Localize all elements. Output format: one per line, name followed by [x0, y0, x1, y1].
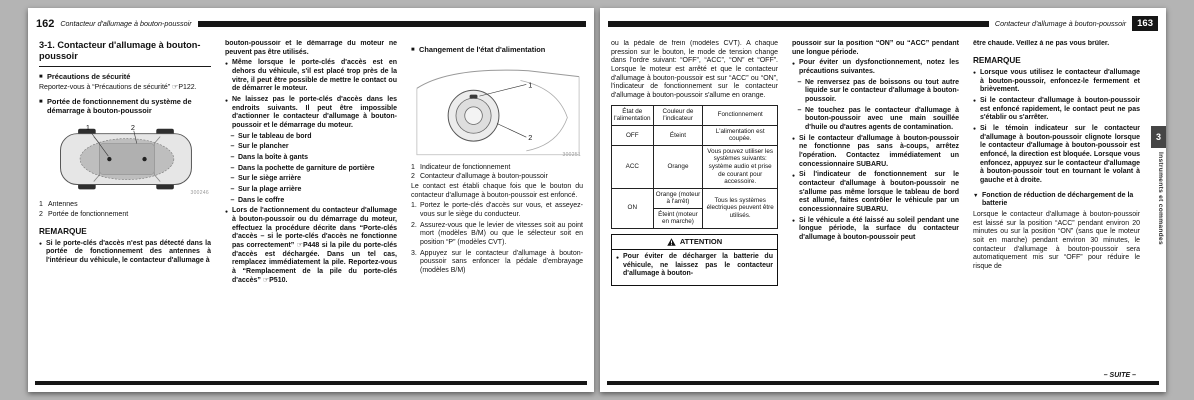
text-content: Sur le plancher	[238, 143, 289, 151]
text-column-4	[611, 40, 778, 374]
text-column-5	[792, 40, 959, 374]
note-heading	[973, 56, 1140, 66]
list-marker: 3.	[411, 249, 417, 257]
text-column-1	[39, 40, 211, 374]
text-content: Le contact est établi chaque fois que le bouton du contacteur d'allumage à bouton-poussoir est enfoncé.	[411, 182, 583, 199]
list-marker: –	[797, 106, 802, 114]
bullet-item	[616, 253, 773, 279]
square-bullet-icon: ■	[411, 47, 415, 53]
note-heading	[39, 227, 211, 237]
bullet-item	[39, 240, 211, 266]
continuation-paragraph	[973, 40, 1140, 49]
text-column-2	[225, 40, 397, 374]
paragraph	[411, 183, 583, 200]
table-cell-function: Vous pouvez utiliser les systèmes suivants: système audio et prise de courant pour accessoire.	[703, 145, 778, 188]
list-marker: ●	[39, 241, 43, 248]
text-content: Sur la plage arrière	[238, 186, 302, 194]
text-content: Dans le coffre	[238, 196, 285, 204]
continuation-paragraph	[792, 40, 959, 57]
paragraph	[39, 84, 211, 93]
bullet-item	[973, 97, 1140, 123]
list-marker: ▼	[973, 192, 979, 199]
bullet-item	[792, 59, 959, 76]
numbered-step	[411, 202, 583, 219]
text-content: Dans la pochette de garniture de portière	[238, 164, 375, 172]
column-2-items	[225, 40, 397, 285]
numbered-step	[411, 250, 583, 276]
ignition-switch-illustration	[411, 59, 583, 161]
text-content: Pour éviter un dysfonctionnement, notez les précautions suivantes.	[799, 59, 959, 76]
list-marker: ●	[792, 218, 796, 225]
legend-item	[39, 211, 211, 220]
table-cell-color: Éteint	[653, 125, 703, 145]
section-heading	[39, 73, 211, 82]
table-header-cell: État de l'alimentation	[612, 105, 654, 125]
table-cell-function: Tous les systèmes électriques peuvent être utilisés.	[703, 188, 778, 228]
dash-item	[225, 154, 397, 163]
dash-item	[225, 175, 397, 184]
column-1-top-items	[39, 73, 211, 116]
footer-rule	[35, 381, 587, 385]
content-columns-left	[39, 40, 583, 374]
text-content: Lors de l'actionnement du contacteur d'allumage à bouton-poussoir ou du démarrage du moteur, effectuez la procédure décrite dans “Porte-clés d'accès – si le porte-clés d'accès ne fonctionne pas correctement” ☞P448 si la pile du porte-clés d'accès est déchargée. Dans un tel cas, remplacez immédiatement la pile. Reportez-vous à “Remplacement de la pile du porte-clés d'accès” ☞P510.	[232, 207, 397, 284]
text-content: Pour éviter de décharger la batterie du véhicule, ne laissez pas le contacteur d'allumage à bouton-	[623, 253, 773, 278]
list-marker: ●	[792, 60, 796, 67]
ignition-figure-legend	[411, 164, 583, 182]
chapter-sidebar-label: Instruments et commandes	[1157, 152, 1164, 245]
list-marker: 1	[411, 163, 415, 171]
text-content: Ne renversez pas de boissons ou tout autre liquide sur le contacteur d'allumage à bouton-poussoir.	[805, 78, 959, 104]
text-column-6	[973, 40, 1140, 374]
list-marker: –	[230, 143, 235, 151]
list-marker: ●	[792, 172, 796, 179]
bullet-item	[792, 217, 959, 243]
column-1-note-items	[39, 227, 211, 266]
continuation-paragraph	[225, 40, 397, 57]
list-marker: ■	[39, 73, 43, 80]
list-marker: ●	[973, 126, 977, 133]
svg-text:1: 1	[528, 80, 533, 90]
legend-item	[39, 201, 211, 210]
list-marker: ●	[225, 60, 229, 67]
ignition-switch-figure	[411, 59, 583, 161]
table-cell-state: ACC	[612, 145, 654, 188]
attention-title: ATTENTION	[679, 237, 723, 247]
paragraph	[973, 211, 1140, 272]
dash-item	[225, 133, 397, 142]
car-range-figure	[39, 120, 211, 198]
text-content: Si le contacteur d'allumage à bouton-poussoir est enfoncé rapidement, le contact peut ne pas s'établir ou s'arrêter.	[980, 96, 1140, 122]
text-content: Reportez-vous à “Précautions de sécurité” ☞P122.	[39, 83, 197, 91]
svg-text:1: 1	[85, 122, 90, 132]
text-content: Précautions de sécurité	[47, 71, 131, 81]
dash-item	[792, 79, 959, 105]
list-marker: 2	[411, 173, 415, 181]
table-header-row	[612, 105, 778, 125]
text-content: Contacteur d'allumage à bouton-poussoir	[420, 173, 548, 181]
text-content: Ne touchez pas le contacteur d'allumage à bouton-poussoir avec une main souillée d'huile ou d'autres agents de contamination.	[805, 106, 959, 132]
dash-item	[225, 143, 397, 152]
column-3-items	[411, 183, 583, 276]
text-content: Sur le tableau de bord	[238, 132, 312, 140]
chapter-tab: 3	[1151, 126, 1166, 148]
chapter-section-title: 3-1. Contacteur d'allumage à bouton-poussoir	[39, 40, 211, 67]
list-marker: ●	[225, 208, 229, 215]
section-heading	[39, 98, 211, 116]
text-content: poussoir sur la position “ON” ou “ACC” pendant une longue période.	[792, 40, 959, 56]
list-marker: –	[230, 196, 235, 204]
text-content: Si le porte-clés d'accès n'est pas détecté dans la portée de fonctionnement des antennes à l'intérieur du véhicule, le contacteur d'allumage à	[46, 239, 211, 265]
text-content: Assurez-vous que le levier de vitesses soit au point mort (modèles B/M) ou que le sélecteur soit en position “P” (modèles CVT).	[420, 221, 583, 246]
running-title: Contacteur d'allumage à bouton-poussoir	[994, 19, 1127, 28]
list-marker: –	[797, 78, 802, 86]
table-row-acc	[612, 145, 778, 188]
bullet-item	[973, 69, 1140, 95]
text-content: Fonction de réduction de déchargement de la batterie	[982, 191, 1134, 208]
text-content: Portée de fonctionnement	[48, 210, 129, 218]
bullet-item	[225, 59, 397, 94]
list-marker: ●	[973, 70, 977, 77]
table-cell-color: Orange	[653, 145, 703, 188]
attention-body	[612, 250, 777, 285]
figure-code: 300246	[190, 190, 209, 196]
text-content: Si le témoin indicateur sur le contacteur d'allumage à bouton-poussoir clignote lorsque le contacteur d'allumage à bouton-poussoir est enfoncé, la direction est bloquée. Lorsque vous enfoncez, appuyez sur le contacteur d'allumage à bouton-poussoir tout en tournant le volant à gauche et à droite.	[980, 124, 1140, 184]
list-marker: 1	[39, 201, 43, 209]
car-figure-legend	[39, 201, 211, 219]
section-heading	[411, 46, 583, 55]
text-column-3	[411, 40, 583, 374]
page-header-right	[608, 16, 1158, 31]
page-left	[28, 8, 594, 392]
text-content: Antennes	[48, 201, 78, 209]
bullet-item	[973, 125, 1140, 186]
dash-item	[225, 197, 397, 206]
table-cell-color: Éteint (moteur en marche)	[653, 208, 703, 228]
attention-box	[611, 234, 778, 286]
column-6-items	[973, 40, 1140, 272]
attention-header	[612, 235, 777, 250]
text-content: Portée de fonctionnement du système de démarrage à bouton-poussoir	[47, 97, 192, 116]
list-marker: –	[230, 175, 235, 183]
table-row-off	[612, 125, 778, 145]
content-columns-right	[611, 40, 1140, 374]
table-header-cell: Couleur de l'indicateur	[653, 105, 703, 125]
bullet-item	[792, 171, 959, 214]
bullet-item	[225, 96, 397, 131]
page-number: 163	[1132, 16, 1158, 31]
text-content: Si le contacteur d'allumage à bouton-poussoir ne fonctionne pas sans à-coups, arrêtez l'opération. Contactez immédiatement un concessionnaire SUBARU.	[799, 134, 959, 168]
text-content: Indicateur de fonctionnement	[420, 163, 511, 171]
dash-item	[225, 186, 397, 195]
list-marker: ●	[973, 98, 977, 105]
column-5-items	[792, 40, 959, 243]
text-content: Lorsque vous utilisez le contacteur d'allumage à bouton-poussoir, enfoncez-le fermement et brièvement.	[980, 68, 1140, 94]
text-content: Ne laissez pas le porte-clés d'accès dans les endroits suivants. Il peut être impossible d'actionner le contacteur d'allumage à bouton-poussoir et le démarrage du moteur.	[232, 96, 397, 130]
list-marker: –	[230, 132, 235, 140]
continuation-paragraph: ou la pédale de frein (modèles CVT). A chaque pression sur le bouton, le mode de tension change dans l'ordre suivant: “OFF”, “ACC”, “ON” et “OFF”. Lorsque le moteur est arrêté et que le contacteur d'allumage à bouton-poussoir est sur “ACC” ou “ON”, l'indicateur de fonctionnement sur le contacteur d'allumage à bouton-poussoir s'allume en orange.	[611, 40, 778, 100]
table-cell-state: OFF	[612, 125, 654, 145]
figure-code: 300251	[562, 152, 581, 159]
header-rule	[198, 21, 586, 27]
numbered-step	[411, 222, 583, 248]
list-marker: ●	[616, 254, 620, 261]
list-marker: –	[230, 186, 235, 194]
dash-item	[225, 165, 397, 174]
dash-item	[792, 107, 959, 133]
text-content: Portez le porte-clés d'accès sur vous, et asseyez-vous sur le siège du conducteur.	[420, 202, 583, 218]
list-marker: ●	[792, 136, 796, 143]
text-content: Lorsque le contacteur d'allumage à bouton-poussoir est laissé sur la position “ACC” pendant environ 20 minutes ou sur la position “ON” (sans que le moteur soit en marche) pendant environ 30 minutes, le contacteur d'allumage à bouton-poussoir sera automatiquement mis sur “OFF” pour réduire le risque de	[973, 210, 1140, 270]
table-cell-function: L'alimentation est coupée.	[703, 125, 778, 145]
list-marker: 2.	[411, 221, 417, 229]
list-marker: ●	[225, 97, 229, 104]
svg-text:2: 2	[130, 122, 135, 132]
table-header-cell: Fonctionnement	[703, 105, 778, 125]
table-cell-state: ON	[612, 188, 654, 228]
list-marker: –	[230, 164, 235, 172]
svg-text:2: 2	[528, 132, 533, 142]
legend-item	[411, 164, 583, 173]
text-content: Appuyez sur le contacteur d'allumage à bouton-poussoir sans enfoncer la pédale d'embrayage (modèles B/M)	[420, 249, 583, 274]
running-title: Contacteur d'allumage à bouton-poussoir	[60, 19, 192, 28]
list-marker: 1.	[411, 202, 417, 210]
car-top-view-illustration	[39, 120, 211, 198]
table-cell-color: Orange (moteur à l'arrêt)	[653, 188, 703, 208]
power-mode-table	[611, 105, 778, 229]
text-content: Si le véhicule a été laissé au soleil pendant une longue période, la surface du contacteur d'allumage à bouton-poussoir peut	[799, 216, 959, 242]
text-content: Même lorsque le porte-clés d'accès est en dehors du véhicule, s'il est placé trop près de la vitre, il peut être possible de mettre le contact ou de démarrer le moteur.	[232, 59, 397, 93]
text-content: bouton-poussoir et le démarrage du moteur ne peuvent pas être utilisés.	[225, 40, 397, 56]
page-right	[600, 8, 1166, 392]
text-content: être chaude. Veillez à ne pas vous brûler.	[973, 40, 1110, 47]
section-heading-label: Changement de l'état d'alimentation	[419, 45, 546, 54]
warning-icon	[667, 238, 676, 246]
footer-rule	[607, 381, 1159, 385]
table-row-on	[612, 188, 778, 208]
bullet-item	[792, 135, 959, 170]
text-content: Sur le siège arrière	[238, 175, 302, 183]
continuation-marker: – SUITE –	[1103, 372, 1136, 379]
text-content: REMARQUE	[973, 55, 1021, 65]
legend-item	[411, 173, 583, 182]
page-number: 162	[36, 17, 55, 30]
text-content: Si l'indicateur de fonctionnement sur le contacteur d'allumage à bouton-poussoir ne s'allume pas même lorsque le tableau de bord est allumé, faites contrôler le véhicule par un concessionnaire SUBARU.	[799, 171, 959, 214]
header-rule	[608, 21, 989, 27]
page-header-left	[36, 16, 586, 31]
list-marker: –	[230, 154, 235, 162]
list-marker: 2	[39, 210, 43, 218]
bullet-item	[225, 207, 397, 285]
text-content: Dans la boîte à gants	[238, 154, 309, 162]
text-content: REMARQUE	[39, 226, 87, 236]
list-marker: ■	[39, 99, 43, 106]
subsection-heading	[973, 192, 1140, 209]
